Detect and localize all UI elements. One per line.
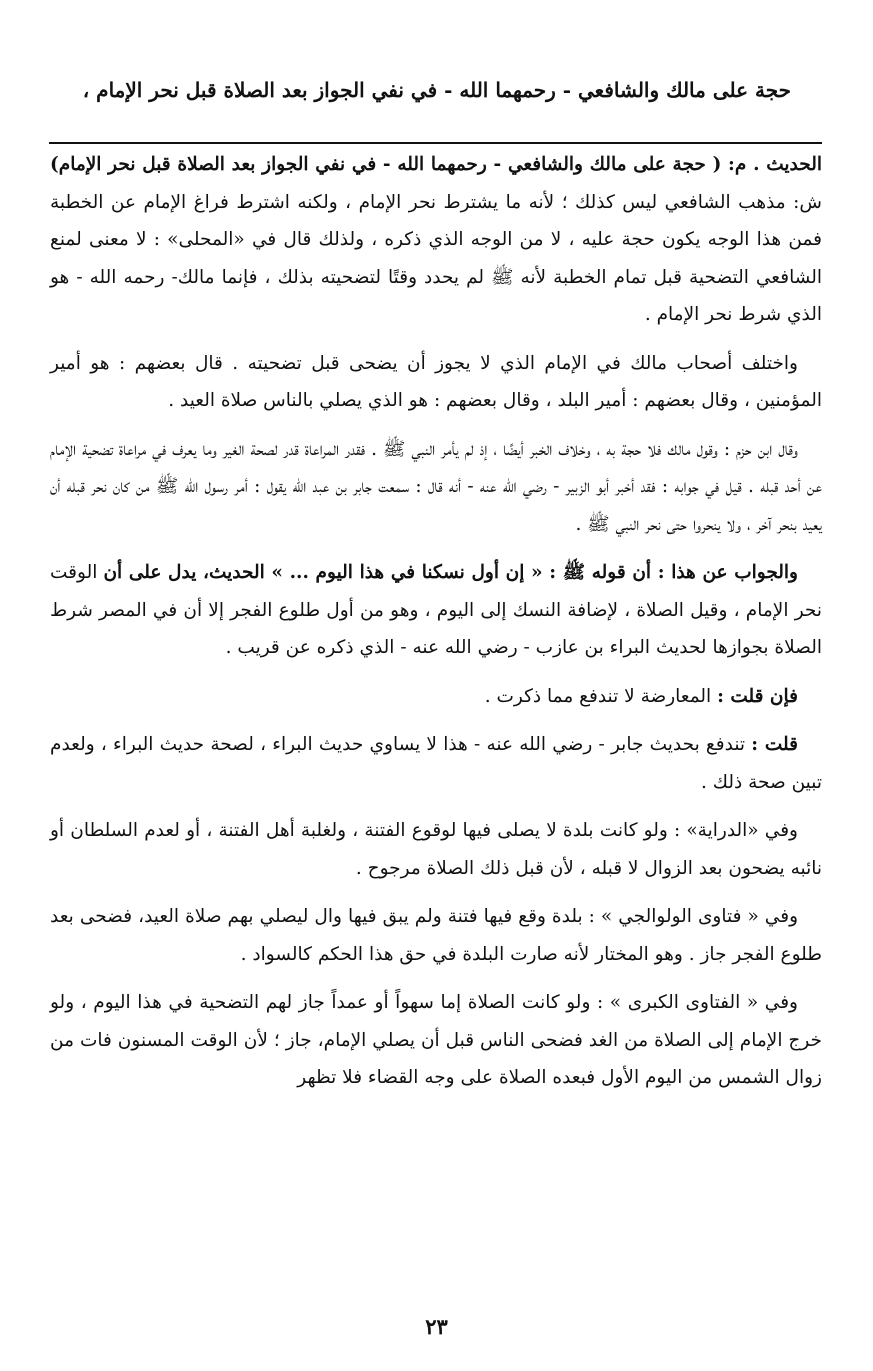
paragraph-1 [50,146,822,334]
paragraph-6-lead: قلت : [751,734,798,755]
paragraph-1-text: ش: مذهب الشافعي ليس كذلك ؛ لأنه ما يشترط نحر الإمام ، ولكنه اشترط فراغ الإمام عن الخطبة فمن هذا الوجه يكون حجة عليه ، لا من الوجه الذي ذكره ، ولذلك قال في «المحلى» : لا معنى لمنع الشافعي التضحية قبل تمام الخطبة لأنه ﷺ لم يحدد وقتًا لتضحيته بذلك ، فإنما مالك- رحمه الله - هو الذي شرط نحر الإمام . [50,191,822,325]
page-header [71,74,791,106]
paragraph-5-lead: فإن قلت : [717,685,798,707]
paragraph-9-text: وفي « الفتاوى الكبرى » : ولو كانت الصلاة إما سهواً أو عمداً جاز لهم التضحية في هذا اليوم ، ولو خرج الإمام إلى الصلاة من الغد فضحى الناس قبل أن يصلي الإمام، جاز ؛ لأن الوقت المسنون فات من زوال الشمس من اليوم الأول فبعده الصلاة على وجه القضاء فلا تظهر [50,992,822,1088]
paragraph-3 [50,431,822,544]
paragraph-9 [50,984,822,1097]
paragraph-2-text: واختلف أصحاب مالك في الإمام الذي لا يجوز أن يضحى قبل تضحيته . قال بعضهم : هو أمير المؤمنين ، وقال بعضهم : أمير البلد ، وقال بعضهم : هو الذي يصلي بالناس صلاة العيد . [50,352,822,411]
paragraph-8 [50,898,822,973]
paragraph-4 [50,554,822,667]
paragraph-7-text: وفي «الدراية» : ولو كانت بلدة لا يصلى فيها لوقوع الفتنة ، ولغلبة أهل الفتنة ، أو لعدم السلطان أو نائبه يضحون بعد الزوال لا قبله ، لأن قبل ذلك الصلاة مرجوح . [50,820,822,879]
paragraph-6-text: تندفع بحديث جابر - رضي الله عنه - هذا لا يساوي حديث البراء ، لصحة حديث البراء ، ولعدم تبين صحة ذلك . [50,734,822,793]
header-title: حجة على مالك والشافعي - رحمهما الله - في نفي الجواز بعد الصلاة قبل نحر الإمام ، [82,78,791,102]
paragraph-6 [50,726,822,801]
paragraph-4-lead: والجواب عن هذا : أن قوله ﷺ : « إن أول نسكنا في هذا اليوم ... » الحديث، يدل على أن [103,562,798,583]
paragraph-7 [50,812,822,887]
paragraph-2 [50,345,822,420]
paragraph-5-text: المعارضة لا تندفع مما ذكرت . [484,685,718,707]
paragraph-8-text: وفي « فتاوى الولوالجي » : بلدة وقع فيها فتنة ولم يبق فيها وال ليصلي بهم صلاة العيد، فضحى بعد طلوع الفجر جاز . وهو المختار لأنه صارت البلدة في حق هذا الحكم كالسواد . [50,906,822,965]
paragraph-4-text: الوقت نحر الإمام ، وقيل الصلاة ، لإضافة النسك إلى اليوم ، وهو من أول طلوع الفجر إلا أن في المصر شرط الصلاة بجوازها لحديث البراء بن عازب - رضي الله عنه - الذي ذكره عن قريب . [50,562,822,658]
page-body [50,146,822,1108]
paragraph-1-lead: الحديث . م: ( حجة على مالك والشافعي - رحمهما الله - في نفي الجواز بعد الصلاة قبل نحر الإمام) [50,154,822,175]
paragraph-5 [50,678,822,716]
paragraph-3-text: وقال ابن حزم : وقول مالك فلا حجة به ، وخلاف الخبر أيضًا ، إذ لم يأمر النبي ﷺ . فقدر المراعاة قدر لصحة الغير وما يعرف في مراعاة تضحية الإمام عن أحد قبله . قيل في جوابه : فقد أخبر أبو الزبير - رضي الله عنه - أنه قال : سمعت جابر بن عبد الله يقول : أمر رسول الله ﷺ من كان نحر قبله أن يعيد بنحر آخر ، ولا ينحروا حتى نحر النبي ﷺ . [50,438,822,535]
page-number: ٢٣ [425,1314,448,1339]
header-divider [49,142,822,144]
